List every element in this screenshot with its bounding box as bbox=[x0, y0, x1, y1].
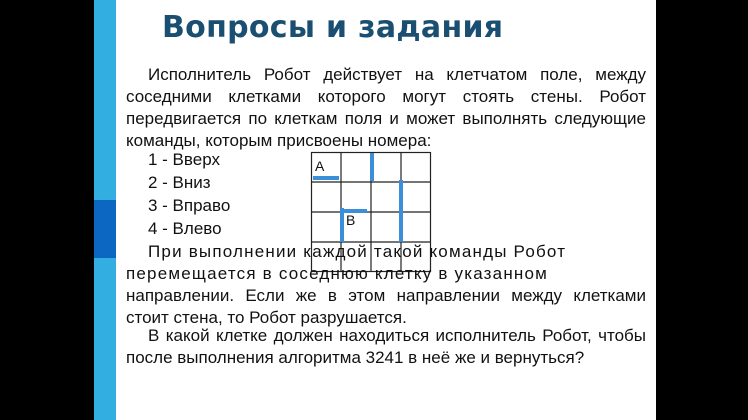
cell-label-a: А bbox=[315, 158, 325, 174]
command-item-up: 1 - Вверх bbox=[148, 150, 220, 169]
side-accent-block bbox=[94, 200, 116, 258]
cell-label-b: В bbox=[346, 212, 356, 228]
slide bbox=[94, 0, 656, 420]
question-paragraph: В какой клетке должен находиться исполнитель Робот, чтобы после выполнения алгоритма 3241 в неё же и вернуться? bbox=[126, 326, 646, 367]
movement-line-2: перемещается в соседнюю клетку в указанном bbox=[126, 264, 549, 283]
slide-title: Вопросы и задания bbox=[162, 10, 504, 45]
movement-paragraph bbox=[126, 241, 646, 329]
command-item-left: 4 - Влево bbox=[148, 219, 222, 238]
movement-line-1: При выполнении каждой такой команды Робот bbox=[148, 242, 567, 261]
intro-paragraph: Исполнитель Робот действует на клетчатом поле, между соседними клетками которого могут стоять стены. Робот передвигается по клеткам поля и может выполнять следующие команды, которым присвоены номера: bbox=[126, 65, 646, 150]
command-item-down: 2 - Вниз bbox=[148, 173, 211, 192]
movement-rest: направлении. Если же в этом направлении между клетками стоит стена, то Робот разрушается. bbox=[126, 286, 646, 327]
command-item-right: 3 - Вправо bbox=[148, 196, 231, 215]
side-accent-bar bbox=[94, 0, 116, 420]
walls bbox=[313, 153, 401, 242]
